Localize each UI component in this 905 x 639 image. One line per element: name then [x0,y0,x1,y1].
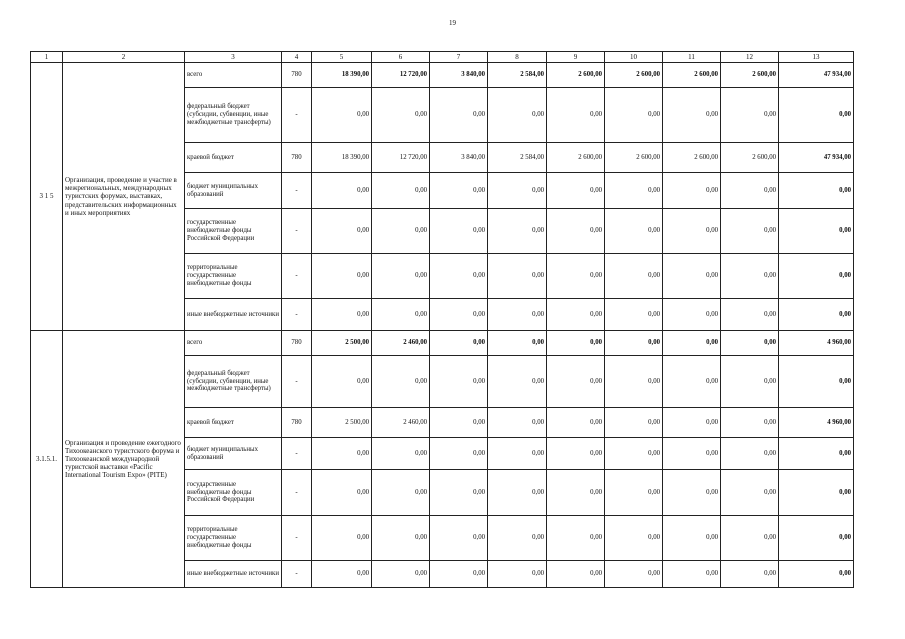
amount-cell: 3 840,00 [430,63,488,88]
amount-cell: 0,00 [430,470,488,516]
amount-cell: 0,00 [488,408,547,438]
funding-source: федеральный бюджет (субсидии, субвенции, иные межбюджетные трансферты) [185,88,282,143]
amount-cell: 0,00 [430,561,488,588]
funding-source: иные внебюджетные источники [185,299,282,331]
amount-cell: 0,00 [547,356,605,408]
total-cell: 0,00 [779,254,854,299]
amount-cell: 0,00 [488,173,547,209]
amount-cell: 0,00 [312,561,372,588]
amount-cell: 0,00 [547,299,605,331]
total-cell: 0,00 [779,209,854,254]
budget-code: 780 [282,408,312,438]
amount-cell: 0,00 [663,408,721,438]
amount-cell: 0,00 [721,254,779,299]
budget-code: - [282,254,312,299]
amount-cell: 0,00 [312,470,372,516]
header-cell: 10 [605,52,663,63]
budget-code: - [282,173,312,209]
total-cell: 0,00 [779,470,854,516]
amount-cell: 0,00 [663,516,721,561]
amount-cell: 0,00 [605,516,663,561]
total-cell: 47 934,00 [779,143,854,173]
amount-cell: 0,00 [547,561,605,588]
header-cell: 8 [488,52,547,63]
amount-cell: 0,00 [605,88,663,143]
amount-cell: 0,00 [721,516,779,561]
funding-source: краевой бюджет [185,408,282,438]
funding-source: федеральный бюджет (субсидии, субвенции, иные межбюджетные трансферты) [185,356,282,408]
amount-cell: 0,00 [721,356,779,408]
amount-cell: 0,00 [663,88,721,143]
budget-code: - [282,470,312,516]
item-code: 3 1 5 [31,63,63,331]
item-code: 3.1.5.1. [31,331,63,588]
amount-cell: 0,00 [372,470,430,516]
amount-cell: 2 600,00 [721,143,779,173]
amount-cell: 0,00 [663,299,721,331]
amount-cell: 0,00 [312,254,372,299]
amount-cell: 2 600,00 [547,143,605,173]
total-cell: 0,00 [779,299,854,331]
amount-cell: 0,00 [430,173,488,209]
header-cell: 1 [31,52,63,63]
amount-cell: 0,00 [721,209,779,254]
total-cell: 0,00 [779,173,854,209]
amount-cell: 0,00 [605,254,663,299]
amount-cell: 0,00 [488,516,547,561]
header-cell: 12 [721,52,779,63]
amount-cell: 0,00 [372,88,430,143]
amount-cell: 0,00 [605,209,663,254]
amount-cell: 2 600,00 [605,63,663,88]
amount-cell: 0,00 [547,438,605,470]
amount-cell: 18 390,00 [312,143,372,173]
amount-cell: 0,00 [721,88,779,143]
table-body [31,63,854,588]
amount-cell: 0,00 [721,173,779,209]
amount-cell: 0,00 [430,331,488,356]
amount-cell: 0,00 [488,470,547,516]
header-cell: 3 [185,52,282,63]
funding-source: государственные внебюджетные фонды Российской Федерации [185,470,282,516]
amount-cell: 0,00 [547,209,605,254]
amount-cell: 0,00 [430,254,488,299]
amount-cell: 0,00 [372,516,430,561]
total-cell: 0,00 [779,88,854,143]
amount-cell: 0,00 [312,438,372,470]
amount-cell: 18 390,00 [312,63,372,88]
amount-cell: 0,00 [721,331,779,356]
budget-code: - [282,356,312,408]
amount-cell: 0,00 [547,516,605,561]
amount-cell: 0,00 [547,173,605,209]
budget-code: - [282,299,312,331]
header-cell: 6 [372,52,430,63]
amount-cell: 0,00 [547,254,605,299]
funding-source: краевой бюджет [185,143,282,173]
header-cell: 7 [430,52,488,63]
amount-cell: 0,00 [663,356,721,408]
amount-cell: 0,00 [663,331,721,356]
amount-cell: 0,00 [547,470,605,516]
amount-cell: 0,00 [488,299,547,331]
amount-cell: 2 500,00 [312,331,372,356]
amount-cell: 2 460,00 [372,331,430,356]
amount-cell: 0,00 [605,438,663,470]
amount-cell: 0,00 [663,470,721,516]
funding-source: всего [185,63,282,88]
amount-cell: 0,00 [605,356,663,408]
amount-cell: 0,00 [312,299,372,331]
amount-cell: 0,00 [430,299,488,331]
amount-cell: 0,00 [372,356,430,408]
budget-code: 780 [282,63,312,88]
table-row [31,331,854,356]
amount-cell: 0,00 [721,299,779,331]
header-row [31,52,854,63]
amount-cell: 0,00 [547,408,605,438]
amount-cell: 0,00 [663,438,721,470]
amount-cell: 0,00 [488,438,547,470]
total-cell: 4 960,00 [779,408,854,438]
total-cell: 0,00 [779,516,854,561]
amount-cell: 2 584,00 [488,63,547,88]
amount-cell: 0,00 [372,561,430,588]
amount-cell: 0,00 [721,561,779,588]
amount-cell: 2 460,00 [372,408,430,438]
amount-cell: 0,00 [488,561,547,588]
header-cell: 13 [779,52,854,63]
amount-cell: 0,00 [372,173,430,209]
total-cell: 0,00 [779,561,854,588]
amount-cell: 0,00 [605,470,663,516]
amount-cell: 0,00 [488,331,547,356]
amount-cell: 12 720,00 [372,143,430,173]
amount-cell: 0,00 [488,88,547,143]
amount-cell: 0,00 [372,299,430,331]
amount-cell: 0,00 [488,254,547,299]
amount-cell: 3 840,00 [430,143,488,173]
table-row [31,63,854,88]
page-number: 19 [449,19,456,27]
amount-cell: 0,00 [605,173,663,209]
funding-source: всего [185,331,282,356]
funding-source: иные внебюджетные источники [185,561,282,588]
amount-cell: 0,00 [372,254,430,299]
amount-cell: 0,00 [312,356,372,408]
header-cell: 2 [63,52,185,63]
amount-cell: 0,00 [547,88,605,143]
budget-code: 780 [282,331,312,356]
budget-code: - [282,561,312,588]
amount-cell: 0,00 [663,209,721,254]
amount-cell: 0,00 [605,561,663,588]
amount-cell: 0,00 [547,331,605,356]
amount-cell: 0,00 [663,173,721,209]
amount-cell: 0,00 [372,438,430,470]
amount-cell: 0,00 [721,438,779,470]
amount-cell: 0,00 [430,356,488,408]
amount-cell: 0,00 [605,331,663,356]
header-cell: 9 [547,52,605,63]
funding-source: бюджет муниципальных образований [185,438,282,470]
amount-cell: 2 600,00 [663,63,721,88]
amount-cell: 0,00 [430,88,488,143]
amount-cell: 0,00 [312,516,372,561]
funding-source: государственные внебюджетные фонды Российской Федерации [185,209,282,254]
amount-cell: 0,00 [430,209,488,254]
budget-code: - [282,209,312,254]
amount-cell: 0,00 [312,209,372,254]
amount-cell: 0,00 [312,88,372,143]
total-cell: 0,00 [779,356,854,408]
funding-source: территориальные государственные внебюджетные фонды [185,516,282,561]
amount-cell: 0,00 [372,209,430,254]
amount-cell: 2 500,00 [312,408,372,438]
amount-cell: 0,00 [488,209,547,254]
amount-cell: 12 720,00 [372,63,430,88]
amount-cell: 0,00 [605,408,663,438]
amount-cell: 0,00 [430,438,488,470]
total-cell: 4 960,00 [779,331,854,356]
budget-code: - [282,516,312,561]
budget-code: - [282,438,312,470]
item-name: Организация и проведение ежегодного Тихоокеанского туристского форума и Тихоокеанской международной туристской выставки «Pacific International Tourism Expo» (PITE) [63,331,185,588]
budget-table [30,51,854,588]
header-cell: 4 [282,52,312,63]
amount-cell: 2 584,00 [488,143,547,173]
total-cell: 47 934,00 [779,63,854,88]
amount-cell: 0,00 [663,254,721,299]
amount-cell: 2 600,00 [721,63,779,88]
amount-cell: 0,00 [430,516,488,561]
amount-cell: 0,00 [488,356,547,408]
budget-code: 780 [282,143,312,173]
amount-cell: 0,00 [721,470,779,516]
funding-source: территориальные государственные внебюджетные фонды [185,254,282,299]
header-cell: 11 [663,52,721,63]
budget-code: - [282,88,312,143]
amount-cell: 0,00 [663,561,721,588]
amount-cell: 0,00 [312,173,372,209]
item-name: Организация, проведение и участие в межрегиональных, международных туристских форумах, выставках, представительских информационных и иных мероприятиях [63,63,185,331]
header-cell: 5 [312,52,372,63]
funding-source: бюджет муниципальных образований [185,173,282,209]
amount-cell: 2 600,00 [547,63,605,88]
amount-cell: 0,00 [721,408,779,438]
amount-cell: 2 600,00 [605,143,663,173]
amount-cell: 2 600,00 [663,143,721,173]
amount-cell: 0,00 [430,408,488,438]
total-cell: 0,00 [779,438,854,470]
amount-cell: 0,00 [605,299,663,331]
